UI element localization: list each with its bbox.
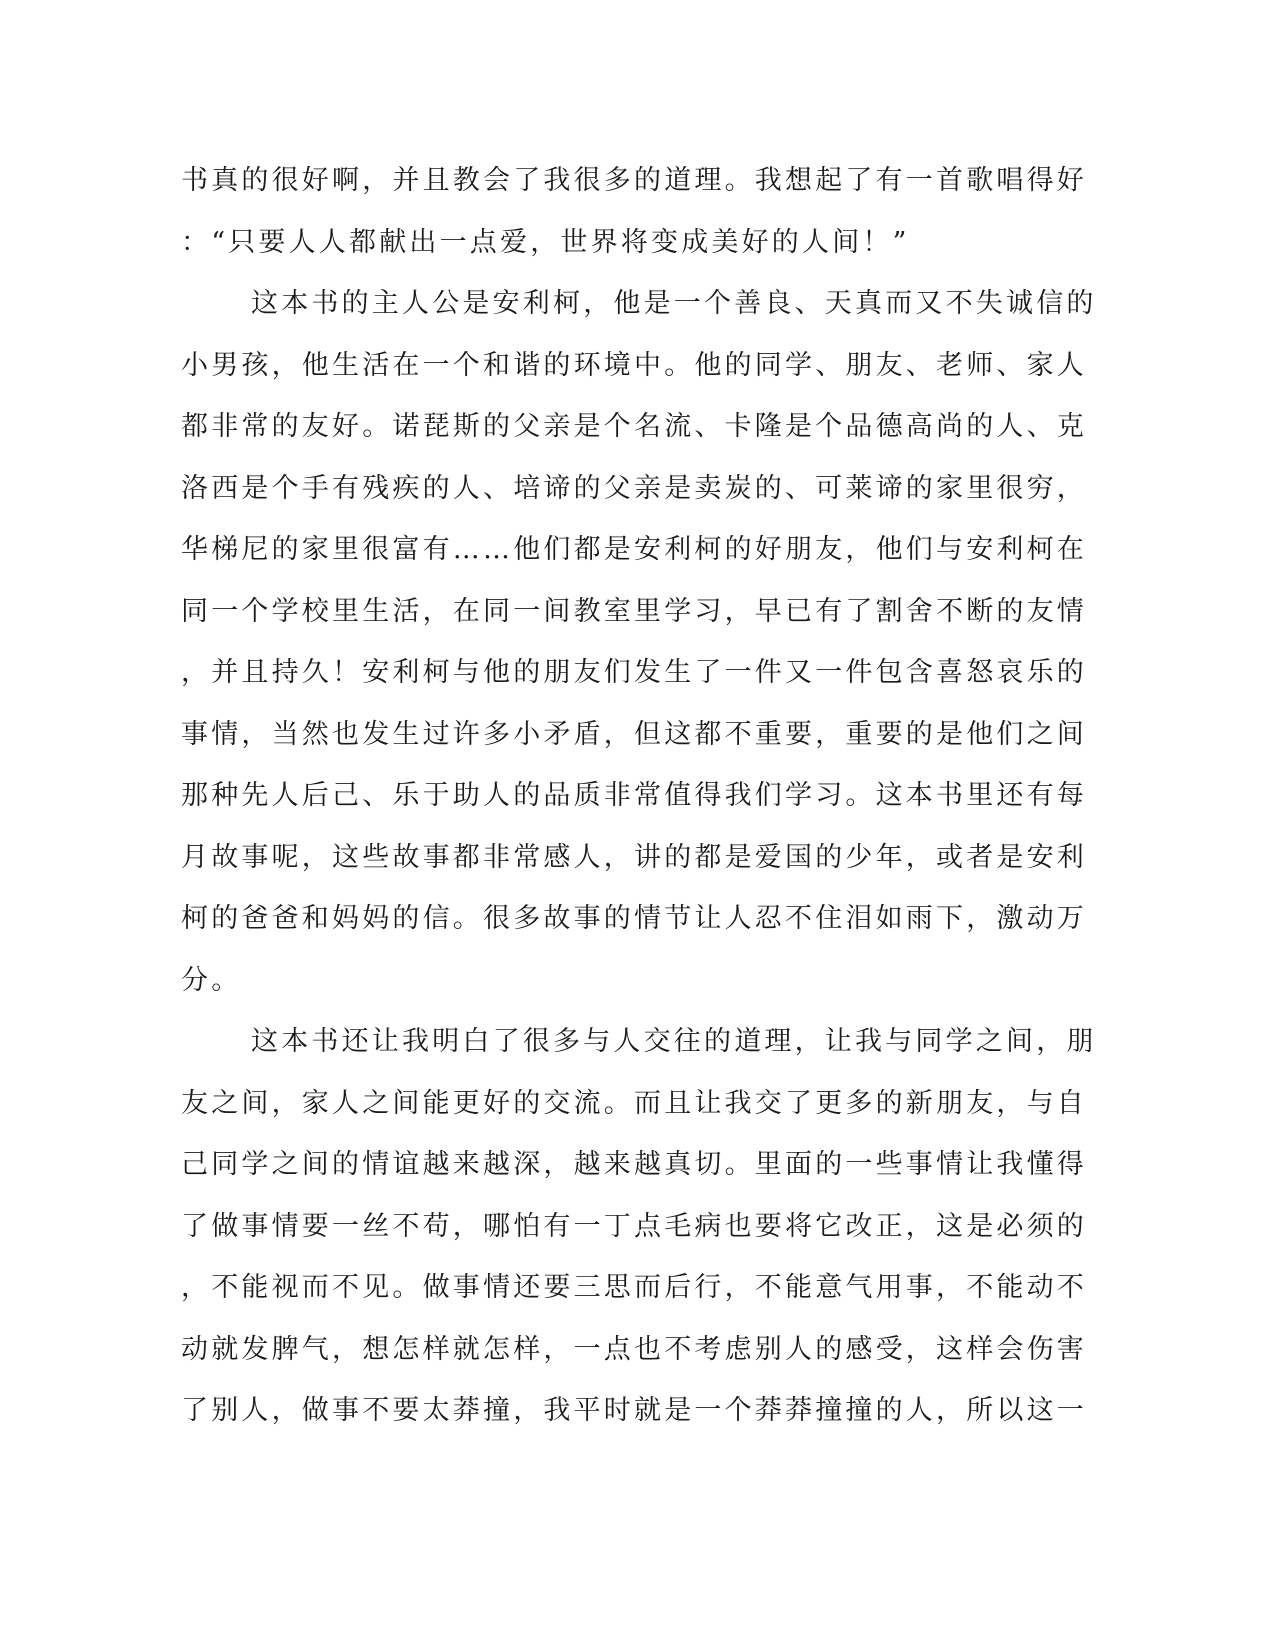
text-line: 书真的很好啊，并且教会了我很多的道理。我想起了有一首歌唱得好 [181,165,1087,196]
paragraph-start-line: 这本书的主人公是安利柯，他是一个善良、天真而又不失诚信的 [251,288,1097,319]
text-line: 了别人，做事不要太莽撞，我平时就是一个莽莽撞撞的人，所以这一 [181,1395,1087,1426]
text-line: 月故事呢，这些故事都非常感人，讲的都是爱国的少年，或者是安利 [181,841,1087,873]
text-line: 己同学之间的情谊越来越深，越来越真切。里面的一些事情让我懂得 [181,1149,1087,1180]
text-line: 小男孩，他生活在一个和谐的环境中。他的同学、朋友、老师、家人 [181,349,1087,381]
paragraph-start-line: 这本书还让我明白了很多与人交往的道理，让我与同学之间，朋 [251,1026,1097,1057]
text-line: 华梯尼的家里很富有……他们都是安利柯的好朋友，他们与安利柯在 [181,534,1087,565]
text-line: ，并且持久！安利柯与他的朋友们发生了一件又一件包含喜怒哀乐的 [181,657,1087,688]
text-line: 同一个学校里生活，在同一间教室里学习，早已有了割舍不断的友情 [181,595,1087,627]
text-line: ，不能视而不见。做事情还要三思而后行，不能意气用事，不能动不 [181,1272,1087,1303]
text-line: 那种先人后己、乐于助人的品质非常值得我们学习。这本书里还有每 [181,780,1087,811]
text-line: 柯的爸爸和妈妈的信。很多故事的情节让人忍不住泪如雨下，激动万 [181,903,1087,934]
body-text [181,150,1097,1442]
text-line: 分。 [181,964,242,996]
text-line: 动就发脾气，想怎样就怎样，一点也不考虑别人的感受，这样会伤害 [181,1333,1087,1365]
text-line: 了做事情要一丝不苟，哪怕有一丁点毛病也要将它改正，这是必须的 [181,1210,1087,1242]
text-line: 友之间，家人之间能更好的交流。而且让我交了更多的新朋友，与自 [181,1087,1087,1119]
text-line: 事情，当然也发生过许多小矛盾，但这都不重要，重要的是他们之间 [181,718,1087,750]
text-line: ：“只要人人都献出一点爱，世界将变成美好的人间！” [181,226,910,258]
text-line: 都非常的友好。诺琵斯的父亲是个名流、卡隆是个品德高尚的人、克 [181,411,1087,442]
text-line: 洛西是个手有残疾的人、培谛的父亲是卖炭的、可莱谛的家里很穷， [181,472,1087,504]
